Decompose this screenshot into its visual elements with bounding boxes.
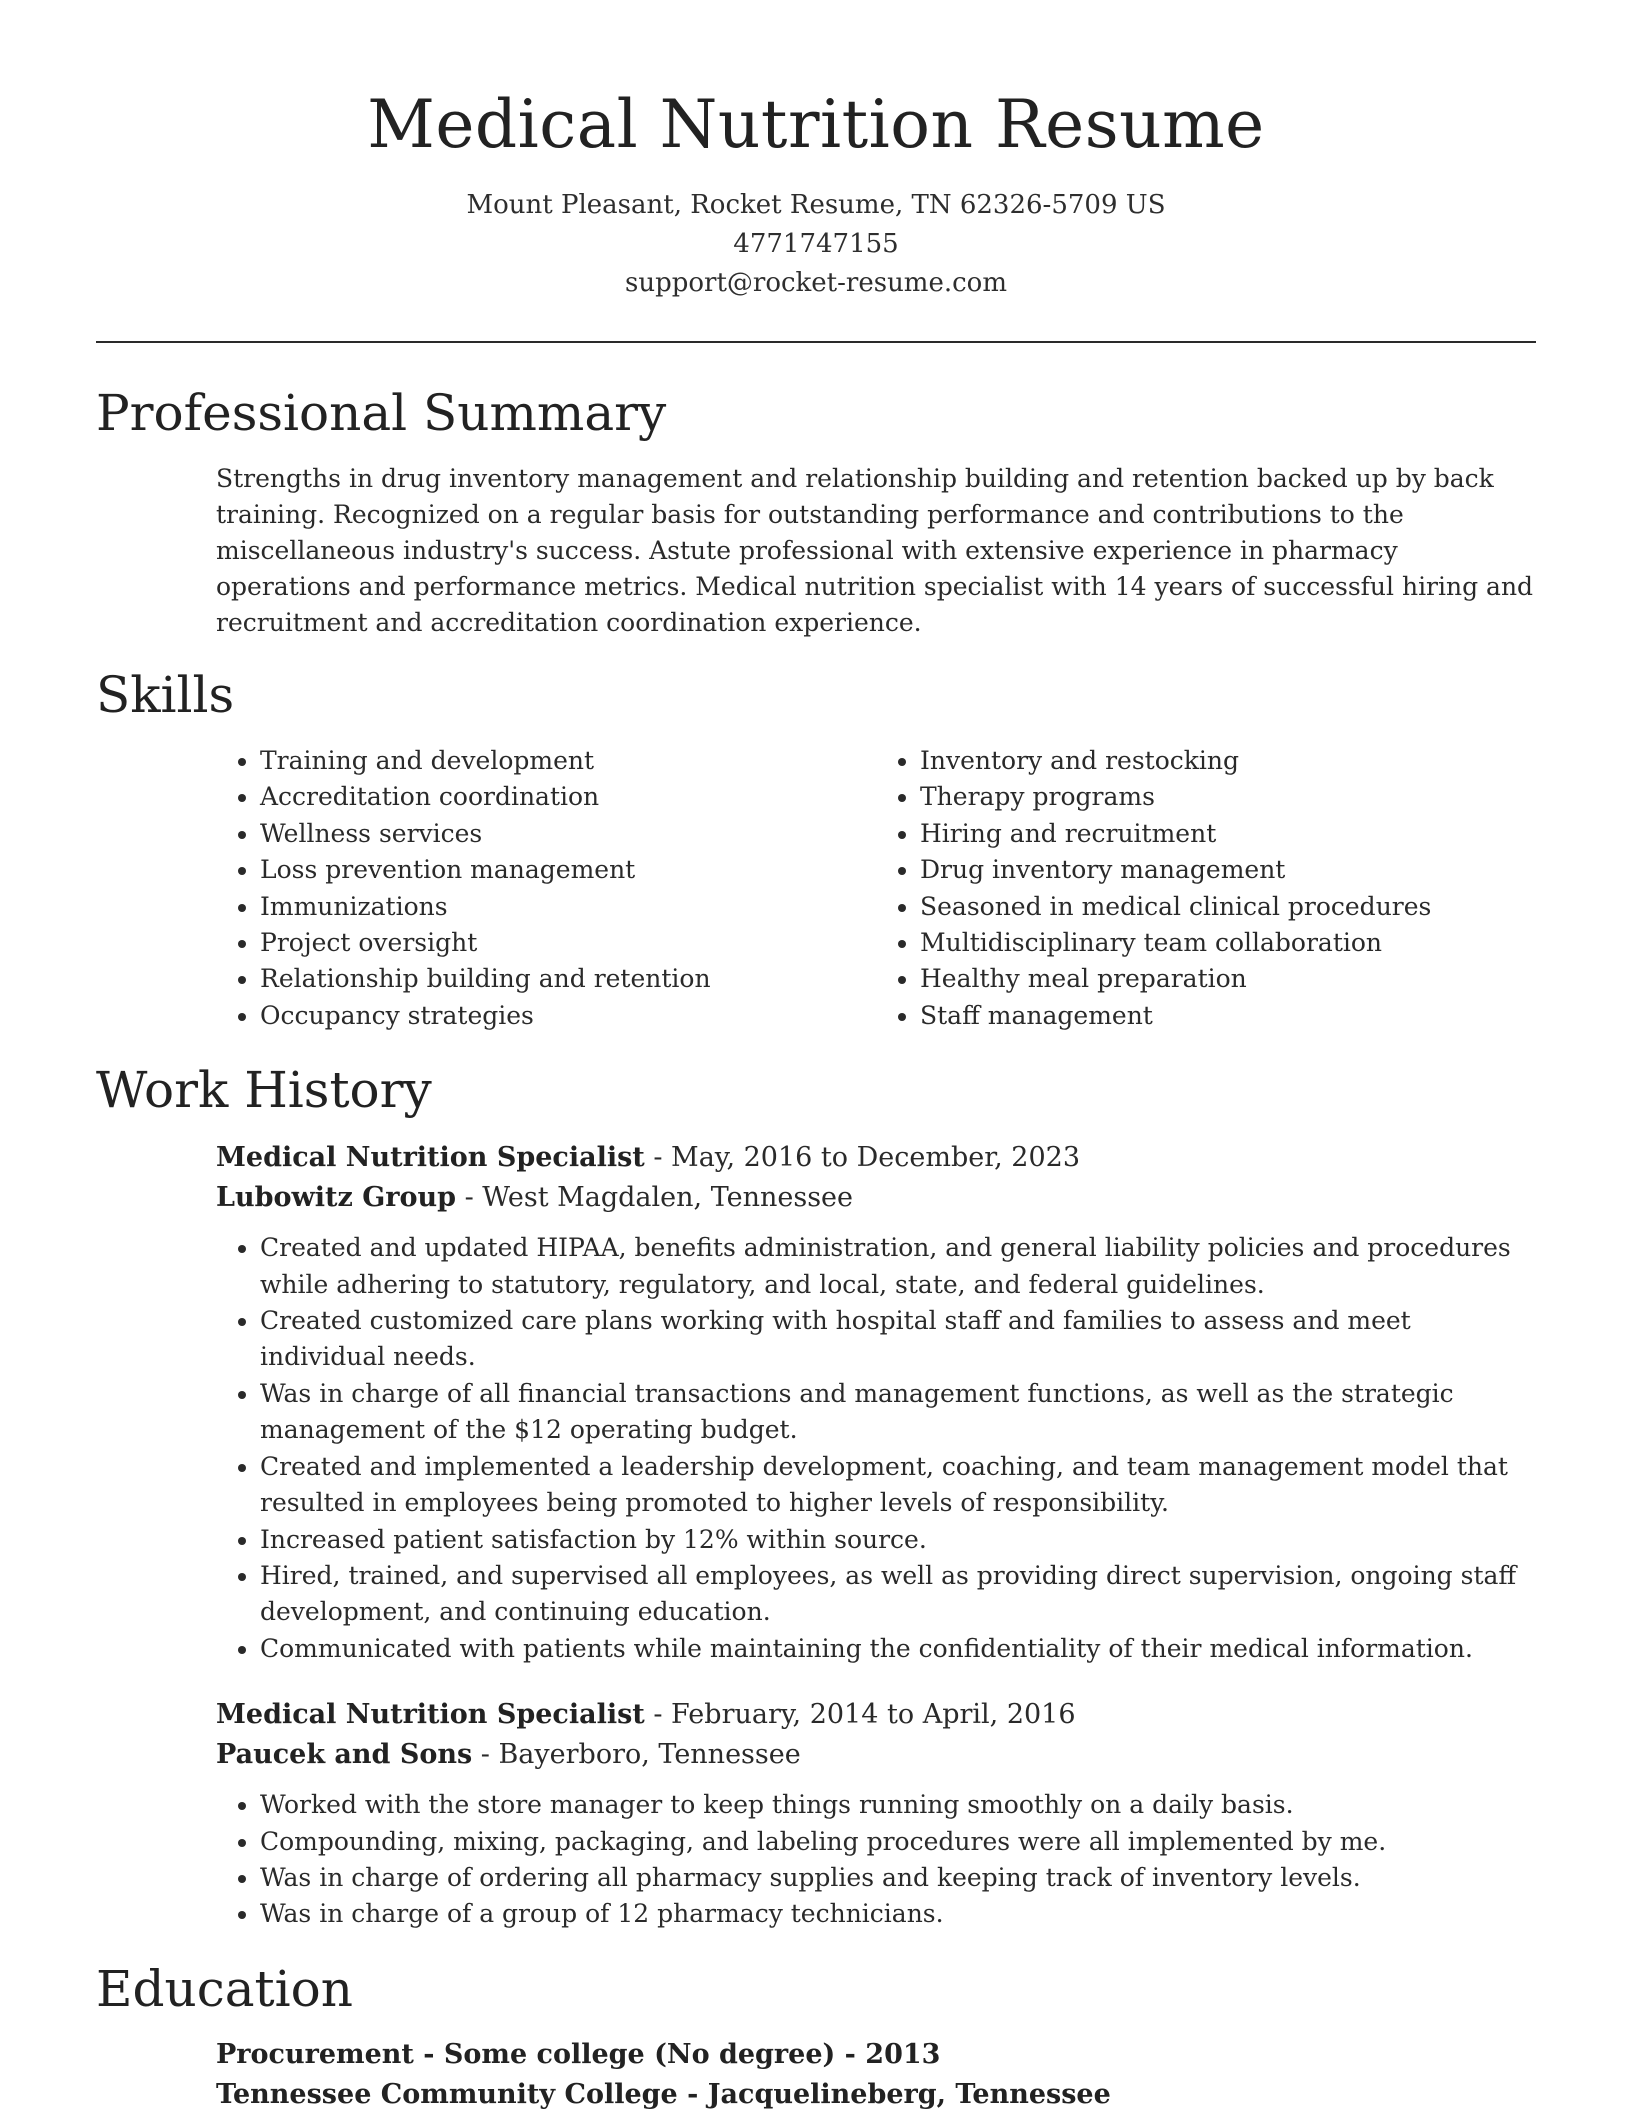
job-dates: - February, 2014 to April, 2016: [644, 1699, 1076, 1731]
job-entry: [216, 1695, 1536, 1933]
work-history-section: [96, 1058, 1536, 1933]
job-bullets: [216, 1787, 1536, 1933]
work-history-heading: Work History: [96, 1061, 432, 1120]
education-school-line: [216, 2075, 1536, 2115]
education-section: [96, 1957, 1536, 2115]
job-company-line: [216, 1735, 1536, 1775]
job-bullet: • Communicated with patients while maintaining the confidentiality of their medical information.: [260, 1631, 1536, 1667]
skill-item: • Relationship building and retention: [260, 961, 876, 997]
summary-text: Strengths in drug inventory management and relationship building and retention backed up by back training. Recognized on a regular basis for outstanding performance and contributions to the miscellaneous industry's success. Astute professional with extensive experience in pharmacy operations and performance metrics. Medical nutrition specialist with 14 years of successful hiring and recruitment and accreditation coordination experience.: [216, 464, 1534, 637]
job-entry: [216, 1138, 1536, 1667]
skill-item: • Multidisciplinary team collaboration: [920, 925, 1536, 961]
skill-item: • Accreditation coordination: [260, 779, 876, 815]
skill-item: • Inventory and restocking: [920, 743, 1536, 779]
job-bullet: • Increased patient satisfaction by 12% within source.: [260, 1522, 1536, 1558]
skill-item: • Seasoned in medical clinical procedures: [920, 889, 1536, 925]
education-degree-line: [216, 2035, 1536, 2075]
job-dates: - May, 2016 to December, 2023: [644, 1142, 1081, 1174]
job-bullets: [216, 1230, 1536, 1667]
skill-item: • Wellness services: [260, 816, 876, 852]
resume-title: Medical Nutrition Resume: [367, 86, 1265, 163]
skills-section: [96, 663, 1536, 1034]
skill-item: • Training and development: [260, 743, 876, 779]
job-location: - West Magdalen, Tennessee: [456, 1182, 854, 1214]
job-bullet: • Created and updated HIPAA, benefits administration, and general liability policies and procedures while adhering to statutory, regulatory, and local, state, and federal guidelines.: [260, 1230, 1536, 1303]
contact-block: [96, 186, 1536, 303]
job-bullet: • Compounding, mixing, packaging, and labeling procedures were all implemented by me.: [260, 1824, 1536, 1860]
education-heading: Education: [96, 1959, 353, 2018]
contact-address: Mount Pleasant, Rocket Resume, TN 62326-5709 US: [466, 190, 1166, 220]
job-bullet: • Created customized care plans working with hospital staff and families to assess and meet individual needs.: [260, 1303, 1536, 1376]
contact-email: support@rocket-resume.com: [624, 268, 1007, 298]
header-divider: [96, 341, 1536, 343]
job-bullet: • Was in charge of a group of 12 pharmacy technicians.: [260, 1896, 1536, 1932]
resume-page: [96, 0, 1536, 2115]
skill-item: • Drug inventory management: [920, 852, 1536, 888]
skill-item: • Hiring and recruitment: [920, 816, 1536, 852]
job-bullet: • Worked with the store manager to keep things running smoothly on a daily basis.: [260, 1787, 1536, 1823]
education-school: Tennessee Community College - Jacquelineberg, Tennessee: [216, 2078, 1111, 2110]
job-company-line: [216, 1178, 1536, 1218]
skill-item: • Loss prevention management: [260, 852, 876, 888]
job-bullet: • Created and implemented a leadership development, coaching, and team management model that resulted in employees being promoted to higher levels of responsibility.: [260, 1449, 1536, 1522]
resume-header: [96, 0, 1536, 303]
skill-item: • Occupancy strategies: [260, 998, 876, 1034]
job-bullet: • Was in charge of all financial transactions and management functions, as well as the strategic management of the $12 operating budget.: [260, 1376, 1536, 1449]
education-degree: Procurement - Some college (No degree) - 2013: [216, 2038, 941, 2070]
skill-item: • Healthy meal preparation: [920, 961, 1536, 997]
job-company: Lubowitz Group: [216, 1182, 457, 1214]
contact-phone: 4771747155: [733, 229, 899, 259]
job-company: Paucek and Sons: [216, 1739, 473, 1771]
job-role: Medical Nutrition Specialist: [216, 1142, 645, 1174]
skills-columns: [216, 743, 1536, 1034]
skill-item: • Immunizations: [260, 889, 876, 925]
job-title-line: [216, 1138, 1536, 1178]
skills-column-left: [216, 743, 876, 1034]
job-title-line: [216, 1695, 1536, 1735]
skill-item: • Project oversight: [260, 925, 876, 961]
skills-heading: Skills: [96, 666, 235, 724]
job-bullet: • Hired, trained, and supervised all employees, as well as providing direct supervision, ongoing staff development, and continuing education.: [260, 1558, 1536, 1631]
job-bullet: • Was in charge of ordering all pharmacy supplies and keeping track of inventory levels.: [260, 1860, 1536, 1896]
job-role: Medical Nutrition Specialist: [216, 1699, 645, 1731]
skill-item: • Staff management: [920, 998, 1536, 1034]
summary-heading: Professional Summary: [96, 384, 667, 442]
job-location: - Bayerboro, Tennessee: [472, 1739, 801, 1771]
skills-column-right: [876, 743, 1536, 1034]
skill-item: • Therapy programs: [920, 779, 1536, 815]
summary-section: [96, 381, 1536, 641]
education-entry: [216, 2035, 1536, 2115]
